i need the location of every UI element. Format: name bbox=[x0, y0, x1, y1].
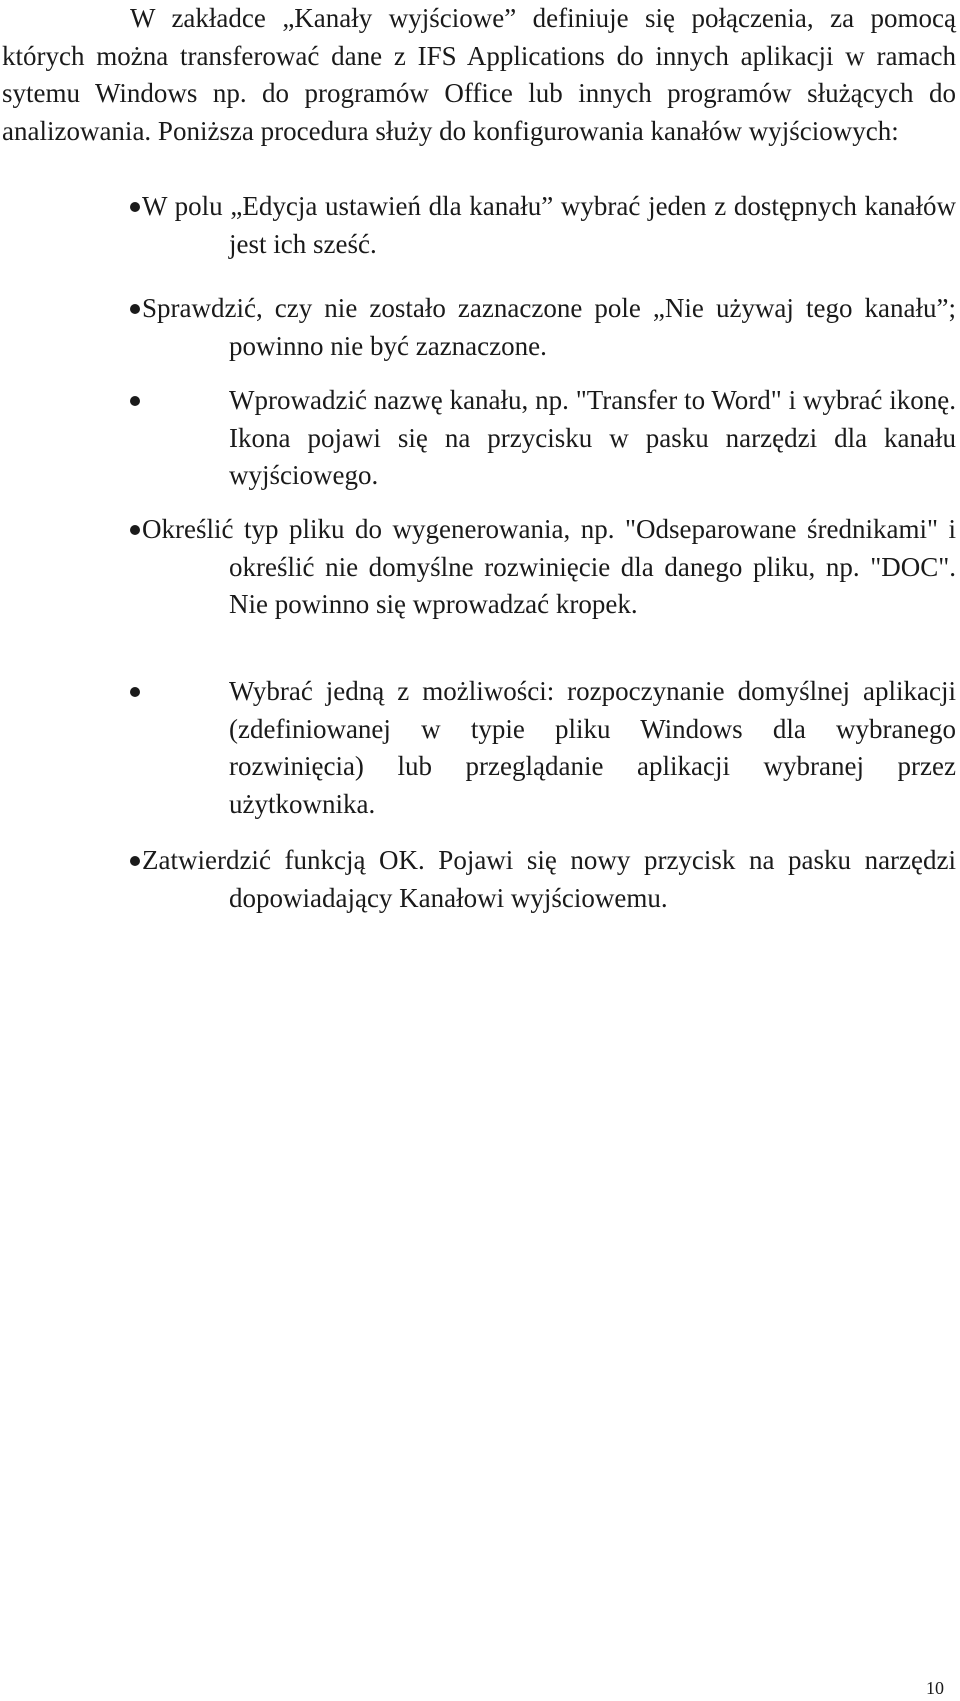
list-item bbox=[128, 673, 956, 823]
bullet-icon bbox=[128, 842, 142, 879]
bullet-icon bbox=[128, 673, 142, 710]
intro-paragraph: W zakładce „Kanały wyjściowe” definiuje się połączenia, za pomocą których można transferować dane z IFS Applications do innych aplikacji w ramach sytemu Windows np. do programów Office lub innych programów służących do analizowania. Poniższa procedura służy do konfigurowania kanałów wyjściowych: bbox=[2, 3, 956, 146]
list-item-text: Wybrać jedną z możliwości: rozpoczynanie domyślnej aplikacji (zdefiniowanej w typie pliku Windows dla wybranego rozwinięcia) lub przeglądanie aplikacji wybranej przez użytkownika. bbox=[229, 676, 956, 819]
list-item bbox=[128, 511, 956, 624]
bullet-icon bbox=[128, 188, 142, 225]
bullet-icon bbox=[128, 382, 142, 419]
list-item bbox=[128, 842, 956, 917]
bullet-icon bbox=[128, 511, 142, 548]
bullet-icon bbox=[128, 290, 142, 327]
list-item-text: Wprowadzić nazwę kanału, np. "Transfer to Word" i wybrać ikonę. Ikona pojawi się na przycisku w pasku narzędzi dla kanału wyjściowego. bbox=[229, 385, 956, 490]
list-item-text: Sprawdzić, czy nie zostało zaznaczone pole „Nie używaj tego kanału”; powinno nie być zaznaczone. bbox=[142, 293, 956, 361]
list-item bbox=[128, 382, 956, 495]
list-item-text: Określić typ pliku do wygenerowania, np. "Odseparowane średnikami" i określić nie domyślne rozwinięcie dla danego pliku, np. "DOC". Nie powinno się wprowadzać kropek. bbox=[142, 514, 956, 619]
list-item bbox=[128, 188, 956, 263]
list-item bbox=[128, 290, 956, 365]
page-number: 10 bbox=[926, 1678, 944, 1698]
list-item-text: W polu „Edycja ustawień dla kanału” wybrać jeden z dostępnych kanałów jest ich sześć. bbox=[142, 191, 956, 259]
list-item-text: Zatwierdzić funkcją OK. Pojawi się nowy przycisk na pasku narzędzi dopowiadający Kanałowi wyjściowemu. bbox=[142, 845, 956, 913]
